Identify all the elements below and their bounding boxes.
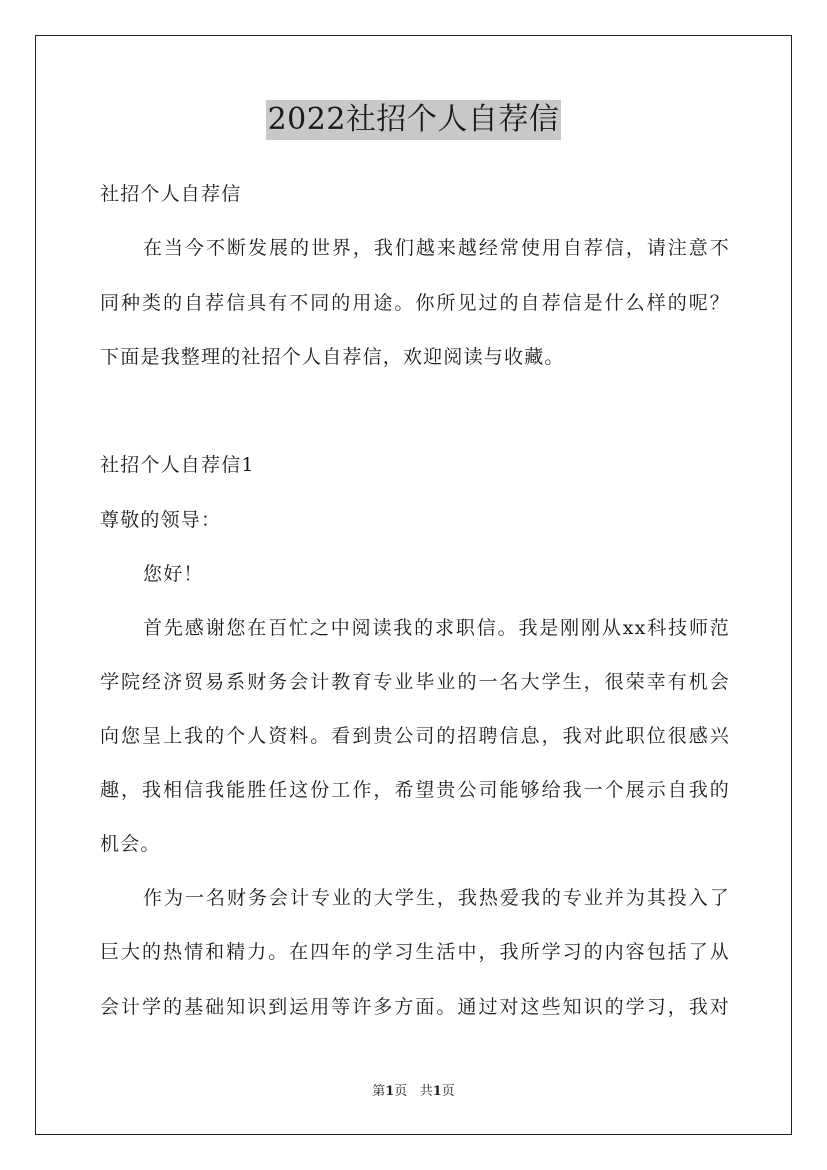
intro-line-2: 同种类的自荐信具有不同的用途。你所见过的自荐信是什么样的呢？ <box>100 292 730 314</box>
page-suffix: 页 <box>394 1084 408 1099</box>
intro-line-1: 在当今不断发展的世界，我们越来越经常使用自荐信，请注意不 <box>143 237 730 259</box>
document-subtitle: 社招个人自荐信 <box>100 183 242 205</box>
page-prefix: 第 <box>372 1084 386 1099</box>
page-total: 1 <box>432 1084 442 1099</box>
paragraph2-line-2: 巨大的热情和精力。在四年的学习生活中，我所学习的内容包括了从 <box>100 941 730 963</box>
page-footer <box>0 1083 827 1101</box>
paragraph2-line-3: 会计学的基础知识到运用等许多方面。通过对这些知识的学习，我对 <box>100 996 730 1018</box>
paragraph1-line-5: 机会。 <box>100 833 161 855</box>
document-title: 2022社招个人自荐信 <box>266 100 562 140</box>
title-container <box>0 100 827 140</box>
paragraph1-line-4: 趣，我相信我能胜任这份工作，希望贵公司能够给我一个展示自我的 <box>100 779 730 801</box>
page-current: 1 <box>385 1084 395 1099</box>
section-heading: 社招个人自荐信1 <box>100 454 255 476</box>
paragraph2-line-1: 作为一名财务会计专业的大学生，我热爱我的专业并为其投入了 <box>143 887 730 909</box>
total-prefix: 共 <box>419 1084 433 1099</box>
paragraph1-line-2: 学院经济贸易系财务会计教育专业毕业的一名大学生，很荣幸有机会 <box>100 671 730 693</box>
total-suffix: 页 <box>441 1084 455 1099</box>
paragraph1-line-3: 向您呈上我的个人资料。看到贵公司的招聘信息，我对此职位很感兴 <box>100 725 730 747</box>
greeting: 您好！ <box>143 563 204 585</box>
salutation: 尊敬的领导： <box>100 509 222 531</box>
paragraph1-line-1: 首先感谢您在百忙之中阅读我的求职信。我是刚刚从xx科技师范 <box>143 617 730 639</box>
intro-line-3: 下面是我整理的社招个人自荐信，欢迎阅读与收藏。 <box>100 346 565 368</box>
